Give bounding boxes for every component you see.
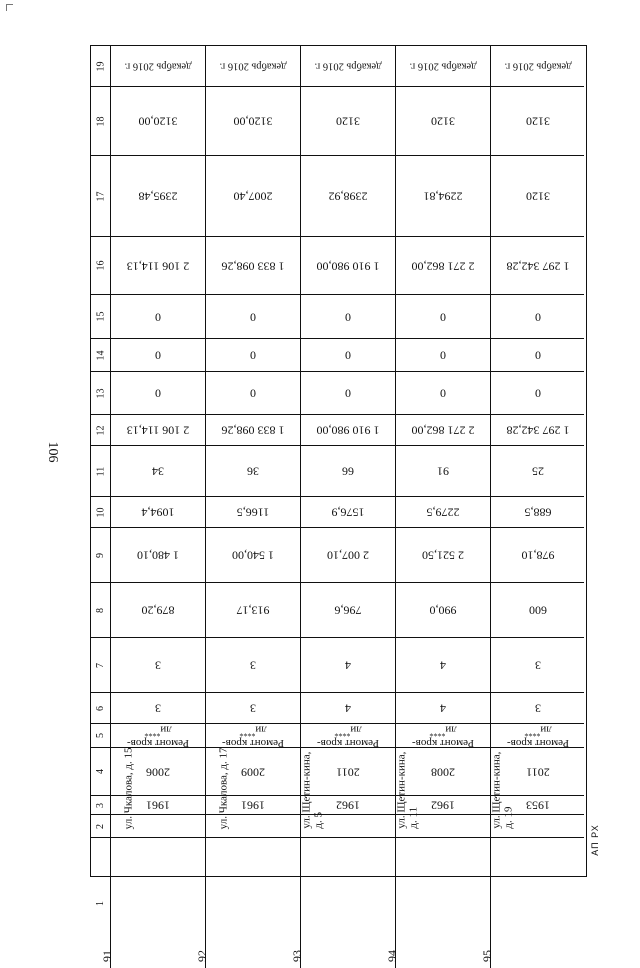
table-row [195, 46, 300, 968]
year-repair-text: 2006 [146, 765, 170, 779]
column-number: 10 [95, 507, 106, 517]
floors-text: 3 [155, 701, 161, 716]
cell-cost-total [396, 414, 490, 445]
year-built-text: 1961 [241, 798, 265, 813]
c18-text: 3120 [336, 114, 360, 129]
c14-text: 0 [440, 348, 446, 363]
column-number: 19 [95, 61, 106, 71]
cell-floors [301, 692, 395, 723]
c14-text: 0 [534, 348, 541, 363]
cell-num [195, 837, 300, 968]
area-roof-text: 2279,5 [426, 505, 460, 520]
column-number: 12 [95, 425, 106, 435]
c17-text: 2395,48 [138, 189, 178, 204]
year-built-text: 1962 [336, 798, 360, 813]
column-number: 11 [94, 466, 106, 476]
column-number: 17 [95, 191, 106, 201]
floors-text: 4 [345, 701, 351, 716]
year-repair-text: 2011 [336, 765, 360, 779]
entrances-text: 3 [534, 658, 541, 673]
cell-residents [206, 445, 300, 496]
c17-text: 3120 [525, 189, 550, 204]
cell-num [290, 837, 395, 968]
c16-text: 1 833 098,26 [221, 259, 285, 273]
c15-text: 0 [534, 310, 541, 324]
area-roof-text: 688,5 [524, 505, 551, 520]
column-number: 3 [95, 802, 106, 808]
term-text: декабрь 2016 г. [314, 60, 382, 72]
cell-c17 [111, 155, 205, 236]
cell-c14 [396, 338, 490, 371]
c17-text: 2398,92 [328, 189, 368, 204]
cell-c14 [111, 338, 205, 371]
cell-area [301, 582, 395, 637]
cell-c18 [206, 86, 300, 155]
area-total-text: 2 521,50 [422, 548, 464, 563]
cell-num [385, 837, 490, 968]
c13-text: 0 [534, 386, 541, 401]
c18-text: 3120,00 [233, 114, 273, 129]
cell-num [480, 837, 584, 968]
residents-text: 36 [247, 464, 259, 479]
cell-c16 [491, 236, 584, 294]
column-number: 18 [95, 116, 106, 126]
cost-total-text: 2 106 114,13 [126, 423, 190, 438]
floors-text: 3 [250, 701, 256, 716]
c13-text: 0 [345, 386, 351, 401]
table-row [480, 46, 584, 968]
cell-area-total [396, 527, 490, 582]
cell-term [301, 46, 395, 86]
area-text: 990,0 [429, 603, 457, 618]
cell-entrances [206, 637, 300, 692]
c15-text: 0 [250, 310, 256, 324]
cell-c17 [396, 155, 490, 236]
column-number: 15 [95, 311, 106, 322]
cell-floors [111, 692, 205, 723]
area-text: 879,20 [141, 603, 175, 618]
area-roof-text: 1166,5 [236, 505, 270, 520]
c18-text: 3120 [525, 114, 550, 129]
column-number: 13 [95, 388, 106, 398]
c16-text: 1 297 342,28 [506, 259, 569, 273]
column-number-cell [91, 236, 110, 294]
area-text: 913,17 [236, 603, 270, 618]
table-row [290, 46, 395, 968]
column-number: 1 [95, 900, 106, 906]
cell-residents [301, 445, 395, 496]
column-number-cell [91, 814, 110, 837]
table-row [385, 46, 490, 968]
cell-c13 [491, 371, 584, 414]
cell-area-roof [301, 496, 395, 527]
num-text: 91 [100, 950, 114, 962]
floors-text: 3 [534, 701, 541, 716]
c13-text: 0 [250, 386, 256, 401]
cell-c18 [301, 86, 395, 155]
c14-text: 0 [250, 348, 256, 363]
cell-c18 [396, 86, 490, 155]
cell-cost-total [111, 414, 205, 445]
column-number: 9 [95, 552, 106, 558]
entrances-text: 3 [155, 658, 161, 673]
data-table [90, 45, 587, 962]
cell-c15 [111, 294, 205, 338]
cell-cost-total [301, 414, 395, 445]
cell-entrances [111, 637, 205, 692]
page-corner-mark [6, 4, 13, 11]
cell-residents [111, 445, 205, 496]
address-text: ул. Щетин-кина, д. 11 [395, 752, 420, 829]
cell-c13 [396, 371, 490, 414]
cost-total-text: 1 910 980,00 [316, 423, 380, 438]
column-number: 6 [95, 705, 106, 711]
cell-c13 [111, 371, 205, 414]
c14-text: 0 [155, 348, 161, 363]
c18-text: 3120 [431, 114, 455, 129]
c13-text: 0 [440, 386, 446, 401]
cell-area [491, 582, 584, 637]
footer-mark: АП РХ [590, 824, 600, 856]
cost-total-text: 2 271 862,00 [411, 423, 475, 438]
column-number-cell [91, 371, 110, 414]
column-number: 8 [95, 607, 106, 613]
address-text: ул. Щетин-кина, д. 5 [300, 752, 325, 829]
cell-entrances [396, 637, 490, 692]
cell-area [396, 582, 490, 637]
term-text: декабрь 2016 г. [124, 60, 192, 72]
cell-num [100, 837, 205, 968]
residents-text: 91 [437, 464, 449, 479]
cell-entrances [491, 637, 584, 692]
residents-text: 25 [531, 464, 544, 479]
c17-text: 2007,40 [233, 189, 273, 204]
c15-text: 0 [440, 310, 446, 324]
cell-floors [491, 692, 584, 723]
column-number: 2 [95, 823, 106, 829]
column-number-cell [91, 338, 110, 371]
column-number-cell [91, 155, 110, 236]
column-number: 14 [95, 350, 106, 360]
column-number-cell [91, 637, 110, 692]
cell-c14 [206, 338, 300, 371]
cell-c13 [206, 371, 300, 414]
cell-residents [491, 445, 584, 496]
floors-text: 4 [440, 701, 446, 716]
cell-area [206, 582, 300, 637]
year-built-text: 1953 [525, 798, 550, 813]
area-total-text: 2 007,10 [327, 548, 369, 563]
column-headers [91, 46, 110, 968]
cell-term [491, 46, 584, 86]
cell-floors [206, 692, 300, 723]
cell-area-roof [396, 496, 490, 527]
area-roof-text: 1576,9 [331, 505, 365, 520]
cell-c17 [301, 155, 395, 236]
cell-floors [396, 692, 490, 723]
column-number: 7 [95, 662, 106, 668]
cell-c17 [206, 155, 300, 236]
cell-c18 [111, 86, 205, 155]
c18-text: 3120,00 [138, 114, 178, 129]
work-text: Ремонт кров-ли**** [506, 722, 569, 749]
column-number-cell [91, 723, 110, 747]
area-text: 796,6 [334, 603, 362, 618]
cell-entrances [301, 637, 395, 692]
column-number-cell [91, 414, 110, 445]
cell-c16 [301, 236, 395, 294]
cell-area-total [206, 527, 300, 582]
cell-area-total [111, 527, 205, 582]
column-number-cell [91, 445, 110, 496]
term-text: декабрь 2016 г. [504, 60, 571, 72]
column-number-cell [91, 747, 110, 795]
work-text: Ремонт кров-ли**** [317, 722, 379, 749]
year-repair-text: 2008 [431, 765, 455, 779]
c16-text: 1 910 980,00 [316, 259, 380, 273]
area-total-text: 1 540,00 [232, 548, 274, 563]
entrances-text: 4 [345, 658, 351, 673]
cell-c15 [491, 294, 584, 338]
cell-c14 [301, 338, 395, 371]
work-text: Ремонт кров-ли**** [222, 722, 284, 749]
cell-c16 [396, 236, 490, 294]
work-text: Ремонт кров-ли**** [127, 722, 189, 749]
page-number: 106 [45, 441, 60, 463]
cost-total-text: 1 833 098,26 [221, 423, 285, 438]
column-number-cell [91, 692, 110, 723]
area-text: 600 [528, 603, 547, 618]
column-number-cell [91, 795, 110, 814]
year-repair-text: 2009 [241, 765, 265, 779]
cell-cost-total [206, 414, 300, 445]
column-number-cell [91, 46, 110, 86]
term-text: декабрь 2016 г. [219, 60, 287, 72]
cell-c15 [396, 294, 490, 338]
address-text: ул. Чкалова, д. 15 [122, 747, 135, 829]
entrances-text: 3 [250, 658, 256, 673]
cell-c15 [301, 294, 395, 338]
cell-area-roof [111, 496, 205, 527]
cell-residents [396, 445, 490, 496]
cell-c16 [206, 236, 300, 294]
c13-text: 0 [155, 386, 161, 401]
column-number-cell [91, 837, 110, 968]
cell-c18 [491, 86, 584, 155]
address-text: ул. Щетин-кина, д. 19 [490, 752, 515, 829]
column-number-cell [91, 527, 110, 582]
c16-text: 2 271 862,00 [411, 259, 475, 273]
column-number: 5 [95, 733, 106, 738]
cell-c14 [491, 338, 584, 371]
cell-area-roof [206, 496, 300, 527]
year-repair-text: 2011 [525, 765, 550, 779]
column-number-cell [91, 496, 110, 527]
cell-c17 [491, 155, 584, 236]
work-text: Ремонт кров-ли**** [412, 722, 474, 749]
column-number-cell [91, 86, 110, 155]
cell-area-total [301, 527, 395, 582]
column-number: 16 [95, 260, 106, 271]
c14-text: 0 [345, 348, 351, 363]
c15-text: 0 [345, 310, 351, 324]
cost-total-text: 1 297 342,28 [506, 423, 569, 438]
cell-term [396, 46, 490, 86]
cell-c13 [301, 371, 395, 414]
cell-term [111, 46, 205, 86]
column-number-cell [91, 294, 110, 338]
c17-text: 2294,81 [423, 189, 463, 204]
entrances-text: 4 [440, 658, 446, 673]
cell-area-total [491, 527, 584, 582]
address-text: ул. Чкалова, д. 17 [217, 747, 230, 829]
num-text: 95 [480, 950, 494, 962]
area-total-text: 1 480,10 [137, 548, 179, 563]
cell-c16 [111, 236, 205, 294]
year-built-text: 1962 [431, 798, 455, 813]
term-text: декабрь 2016 г. [409, 60, 477, 72]
residents-text: 34 [152, 464, 164, 479]
cell-term [206, 46, 300, 86]
num-text: 94 [385, 950, 399, 962]
column-number-cell [91, 582, 110, 637]
area-total-text: 978,10 [521, 548, 554, 563]
num-text: 92 [195, 950, 209, 962]
cell-cost-total [491, 414, 584, 445]
area-roof-text: 1094,4 [141, 505, 175, 520]
column-number: 4 [95, 769, 106, 774]
year-built-text: 1961 [146, 798, 170, 813]
c15-text: 0 [155, 310, 161, 324]
residents-text: 66 [342, 464, 354, 479]
cell-area [111, 582, 205, 637]
cell-c15 [206, 294, 300, 338]
num-text: 93 [290, 950, 304, 962]
c16-text: 2 106 114,13 [126, 259, 190, 273]
cell-area-roof [491, 496, 584, 527]
